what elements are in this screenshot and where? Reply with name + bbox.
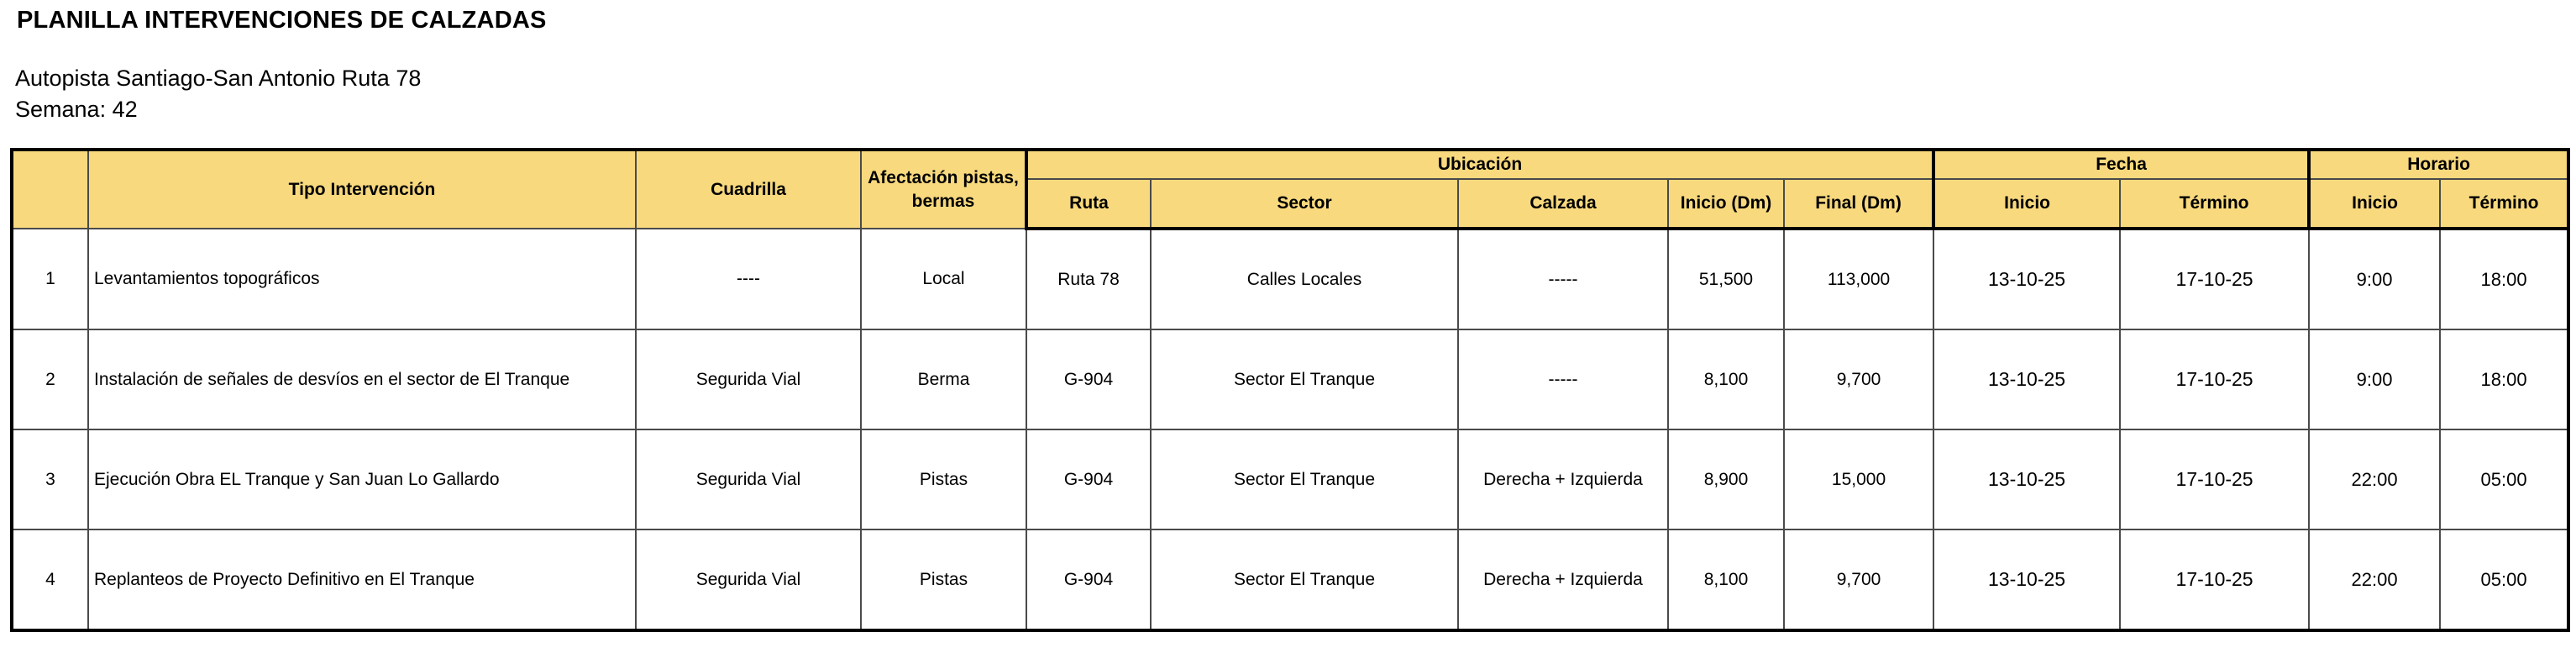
cell-hora-termino: 05:00 bbox=[2440, 529, 2568, 630]
header-calzada: Calzada bbox=[1458, 179, 1668, 229]
cell-afectacion: Pistas bbox=[861, 429, 1026, 529]
header-fecha-termino: Término bbox=[2120, 179, 2309, 229]
cell-final-dm: 15,000 bbox=[1784, 429, 1933, 529]
cell-hora-termino: 18:00 bbox=[2440, 329, 2568, 429]
header-number bbox=[12, 150, 88, 229]
header-fecha-inicio: Inicio bbox=[1933, 179, 2120, 229]
cell-tipo: Replanteos de Proyecto Definitivo en El Tranque bbox=[88, 529, 636, 630]
cell-final-dm: 9,700 bbox=[1784, 529, 1933, 630]
cell-sector: Sector El Tranque bbox=[1151, 529, 1458, 630]
cell-tipo: Ejecución Obra EL Tranque y San Juan Lo Gallardo bbox=[88, 429, 636, 529]
header-sector: Sector bbox=[1151, 179, 1458, 229]
cell-cuadrilla: Segurida Vial bbox=[636, 529, 861, 630]
cell-inicio-dm: 8,100 bbox=[1668, 529, 1784, 630]
cell-hora-inicio: 22:00 bbox=[2309, 429, 2440, 529]
cell-calzada: Derecha + Izquierda bbox=[1458, 529, 1668, 630]
header-fecha: Fecha bbox=[1933, 150, 2309, 179]
cell-inicio-dm: 8,900 bbox=[1668, 429, 1784, 529]
cell-hora-termino: 05:00 bbox=[2440, 429, 2568, 529]
row-number: 2 bbox=[12, 329, 88, 429]
cell-inicio-dm: 8,100 bbox=[1668, 329, 1784, 429]
cell-hora-inicio: 9:00 bbox=[2309, 229, 2440, 329]
cell-hora-termino: 18:00 bbox=[2440, 229, 2568, 329]
cell-sector: Sector El Tranque bbox=[1151, 429, 1458, 529]
header-ruta: Ruta bbox=[1026, 179, 1151, 229]
cell-cuadrilla: Segurida Vial bbox=[636, 329, 861, 429]
cell-fecha-termino: 17-10-25 bbox=[2120, 429, 2309, 529]
page-subtitle: Autopista Santiago-San Antonio Ruta 78 bbox=[15, 66, 422, 91]
cell-fecha-termino: 17-10-25 bbox=[2120, 229, 2309, 329]
cell-afectacion: Berma bbox=[861, 329, 1026, 429]
cell-ruta: G-904 bbox=[1026, 529, 1151, 630]
cell-calzada: ----- bbox=[1458, 329, 1668, 429]
cell-final-dm: 9,700 bbox=[1784, 329, 1933, 429]
table-row bbox=[12, 329, 2568, 429]
cell-afectacion: Pistas bbox=[861, 529, 1026, 630]
header-cuadrilla: Cuadrilla bbox=[636, 150, 861, 229]
cell-fecha-termino: 17-10-25 bbox=[2120, 529, 2309, 630]
header-hora-termino: Término bbox=[2440, 179, 2568, 229]
cell-calzada: ----- bbox=[1458, 229, 1668, 329]
row-number: 1 bbox=[12, 229, 88, 329]
cell-fecha-inicio: 13-10-25 bbox=[1933, 429, 2120, 529]
cell-ruta: G-904 bbox=[1026, 329, 1151, 429]
cell-fecha-inicio: 13-10-25 bbox=[1933, 229, 2120, 329]
cell-fecha-termino: 17-10-25 bbox=[2120, 329, 2309, 429]
cell-hora-inicio: 22:00 bbox=[2309, 529, 2440, 630]
week-value: 42 bbox=[112, 97, 138, 122]
page-title: PLANILLA INTERVENCIONES DE CALZADAS bbox=[17, 7, 547, 34]
cell-cuadrilla: ---- bbox=[636, 229, 861, 329]
cell-fecha-inicio: 13-10-25 bbox=[1933, 529, 2120, 630]
cell-tipo: Levantamientos topográficos bbox=[88, 229, 636, 329]
cell-ruta: Ruta 78 bbox=[1026, 229, 1151, 329]
table-row bbox=[12, 429, 2568, 529]
table-row bbox=[12, 529, 2568, 630]
cell-sector: Calles Locales bbox=[1151, 229, 1458, 329]
header-afectacion: Afectación pistas, bermas bbox=[861, 150, 1026, 229]
cell-afectacion: Local bbox=[861, 229, 1026, 329]
header-horario: Horario bbox=[2309, 150, 2568, 179]
cell-tipo: Instalación de señales de desvíos en el sector de El Tranque bbox=[88, 329, 636, 429]
header-tipo-intervencion: Tipo Intervención bbox=[88, 150, 636, 229]
header-hora-inicio: Inicio bbox=[2309, 179, 2440, 229]
week-label: Semana: bbox=[15, 97, 107, 122]
header-final-dm: Final (Dm) bbox=[1784, 179, 1933, 229]
header-ubicacion: Ubicación bbox=[1026, 150, 1933, 179]
cell-final-dm: 113,000 bbox=[1784, 229, 1933, 329]
header-row-top bbox=[12, 150, 2568, 179]
header-inicio-dm: Inicio (Dm) bbox=[1668, 179, 1784, 229]
table-row bbox=[12, 229, 2568, 329]
cell-calzada: Derecha + Izquierda bbox=[1458, 429, 1668, 529]
cell-inicio-dm: 51,500 bbox=[1668, 229, 1784, 329]
cell-hora-inicio: 9:00 bbox=[2309, 329, 2440, 429]
row-number: 4 bbox=[12, 529, 88, 630]
week-line bbox=[15, 97, 138, 123]
interventions-table bbox=[10, 148, 2570, 632]
cell-sector: Sector El Tranque bbox=[1151, 329, 1458, 429]
cell-cuadrilla: Segurida Vial bbox=[636, 429, 861, 529]
cell-fecha-inicio: 13-10-25 bbox=[1933, 329, 2120, 429]
cell-ruta: G-904 bbox=[1026, 429, 1151, 529]
row-number: 3 bbox=[12, 429, 88, 529]
